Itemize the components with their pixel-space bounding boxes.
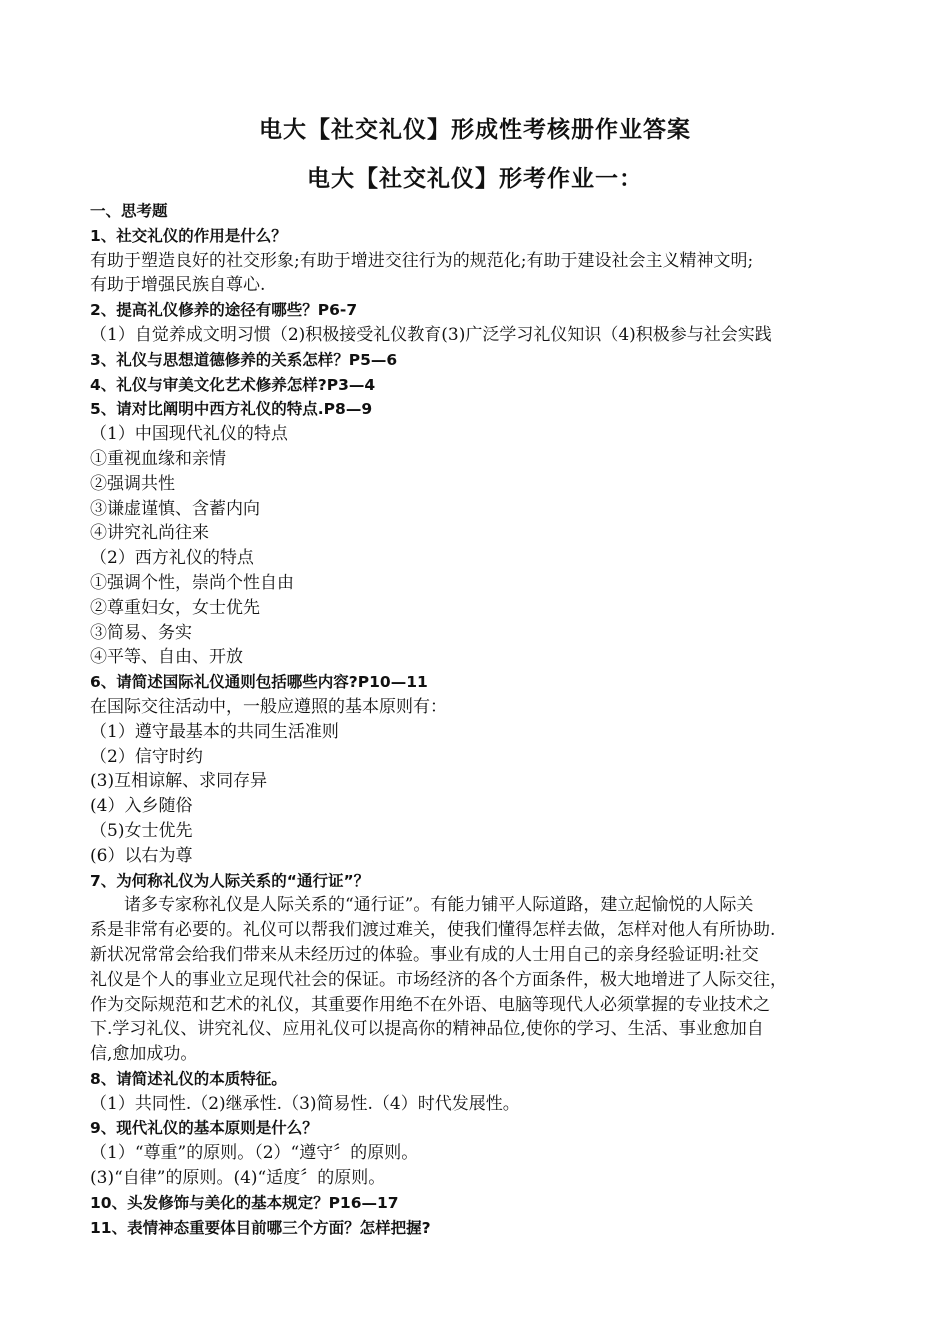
answer-text: (3)互相谅解、求同存异 — [90, 771, 268, 792]
answer-text: ③简易、务实 — [90, 622, 192, 643]
document-title: 电大【社交礼仪】形成性考核册作业答案 — [259, 117, 691, 143]
answer-text: （2）西方礼仪的特点 — [90, 548, 254, 569]
answer-text: 诸多专家称礼仪是人际关系的“通行证”。有能力铺平人际道路，建立起愉悦的人际关 — [90, 895, 754, 916]
answer-text: (6）以右为尊 — [90, 845, 193, 866]
answer-text: 礼仪是个人的事业立足现代社会的保证。市场经济的各个方面条件，极大地增进了人际交往， — [90, 969, 787, 990]
question-heading: 2、提高礼仪修养的途径有哪些？P6-7 — [90, 301, 358, 320]
answer-text: 作为交际规范和艺术的礼仪，其重要作用绝不在外语、电脑等现代人必须掌握的专业技术之 — [90, 994, 770, 1015]
question-heading: 3、礼仪与思想道德修养的关系怎样？P5—6 — [90, 350, 398, 369]
answer-text: 有助于塑造良好的社交形象;有助于增进交往行为的规范化;有助于建设社会主义精神文明; — [90, 250, 754, 271]
answer-text: ①强调个性，崇尚个性自由 — [90, 572, 294, 593]
question-heading: 5、请对比阐明中西方礼仪的特点.P8—9 — [90, 400, 373, 419]
question-heading: 1、社交礼仪的作用是什么？ — [90, 226, 287, 245]
answer-text: ③谦虚谨慎、含蓄内向 — [90, 498, 260, 519]
question-heading: 8、请简述礼仪的本质特征。 — [90, 1069, 287, 1088]
answer-text: （1）共同性.（2)继承性.（3)简易性.（4）时代发展性。 — [90, 1093, 520, 1114]
question-heading: 11、表情神态重要体目前哪三个方面？怎样把握? — [90, 1218, 431, 1237]
answer-text: 系是非常有必要的。礼仪可以帮我们渡过难关，使我们懂得怎样去做，怎样对他人有所协助. — [90, 920, 776, 941]
answer-text: ④讲究礼尚往来 — [90, 523, 209, 544]
question-heading: 10、头发修饰与美化的基本规定？P16—17 — [90, 1193, 399, 1212]
answer-text: 有助于增强民族自尊心. — [90, 275, 266, 296]
answer-text: （5)女士优先 — [90, 820, 193, 841]
answer-text: ④平等、自由、开放 — [90, 647, 243, 668]
answer-text: (3)“自律”的原则。(4)“适度〞的原则。 — [90, 1168, 386, 1189]
question-heading: 9、现代礼仪的基本原则是什么？ — [90, 1119, 318, 1138]
answer-text: （1）遵守最基本的共同生活准则 — [90, 721, 339, 742]
answer-text: 新状况常常会给我们带来从未经历过的体验。事业有成的人士用自己的亲身经验证明:社交 — [90, 944, 759, 965]
question-heading: 一、思考题 — [90, 202, 168, 220]
answer-text: ①重视血缘和亲情 — [90, 448, 226, 469]
answer-text: ②强调共性 — [90, 473, 175, 494]
question-heading: 6、请简述国际礼仪通则包括哪些内容?P10—11 — [90, 673, 428, 692]
answer-text: （1）“尊重”的原则。（2）“遵守〞的原则。 — [90, 1143, 419, 1164]
answer-text: 下.学习礼仪、讲究礼仪、应用礼仪可以提高你的精神品位,使你的学习、生活、事业愈加自 — [90, 1019, 764, 1040]
answer-text: 信,愈加成功。 — [90, 1044, 198, 1065]
question-heading: 7、为何称礼仪为人际关系的“通行证”？ — [90, 871, 370, 890]
answer-text: 在国际交往活动中，一般应遵照的基本原则有： — [90, 696, 447, 717]
document-body — [90, 199, 870, 1240]
answer-text: （1）自觉养成文明习惯（2)积极接受礼仪教育(3)广泛学习礼仪知识（4)积极参与社会实践 — [90, 324, 772, 345]
answer-text: （2）信守时约 — [90, 746, 203, 767]
answer-text: (4）入乡随俗 — [90, 796, 193, 817]
answer-text: ②尊重妇女，女士优先 — [90, 597, 260, 618]
answer-text: （1）中国现代礼仪的特点 — [90, 424, 288, 445]
document-subtitle: 电大【社交礼仪】形考作业一： — [307, 166, 643, 192]
question-heading: 4、礼仪与审美文化艺术修养怎样?P3—4 — [90, 375, 376, 394]
